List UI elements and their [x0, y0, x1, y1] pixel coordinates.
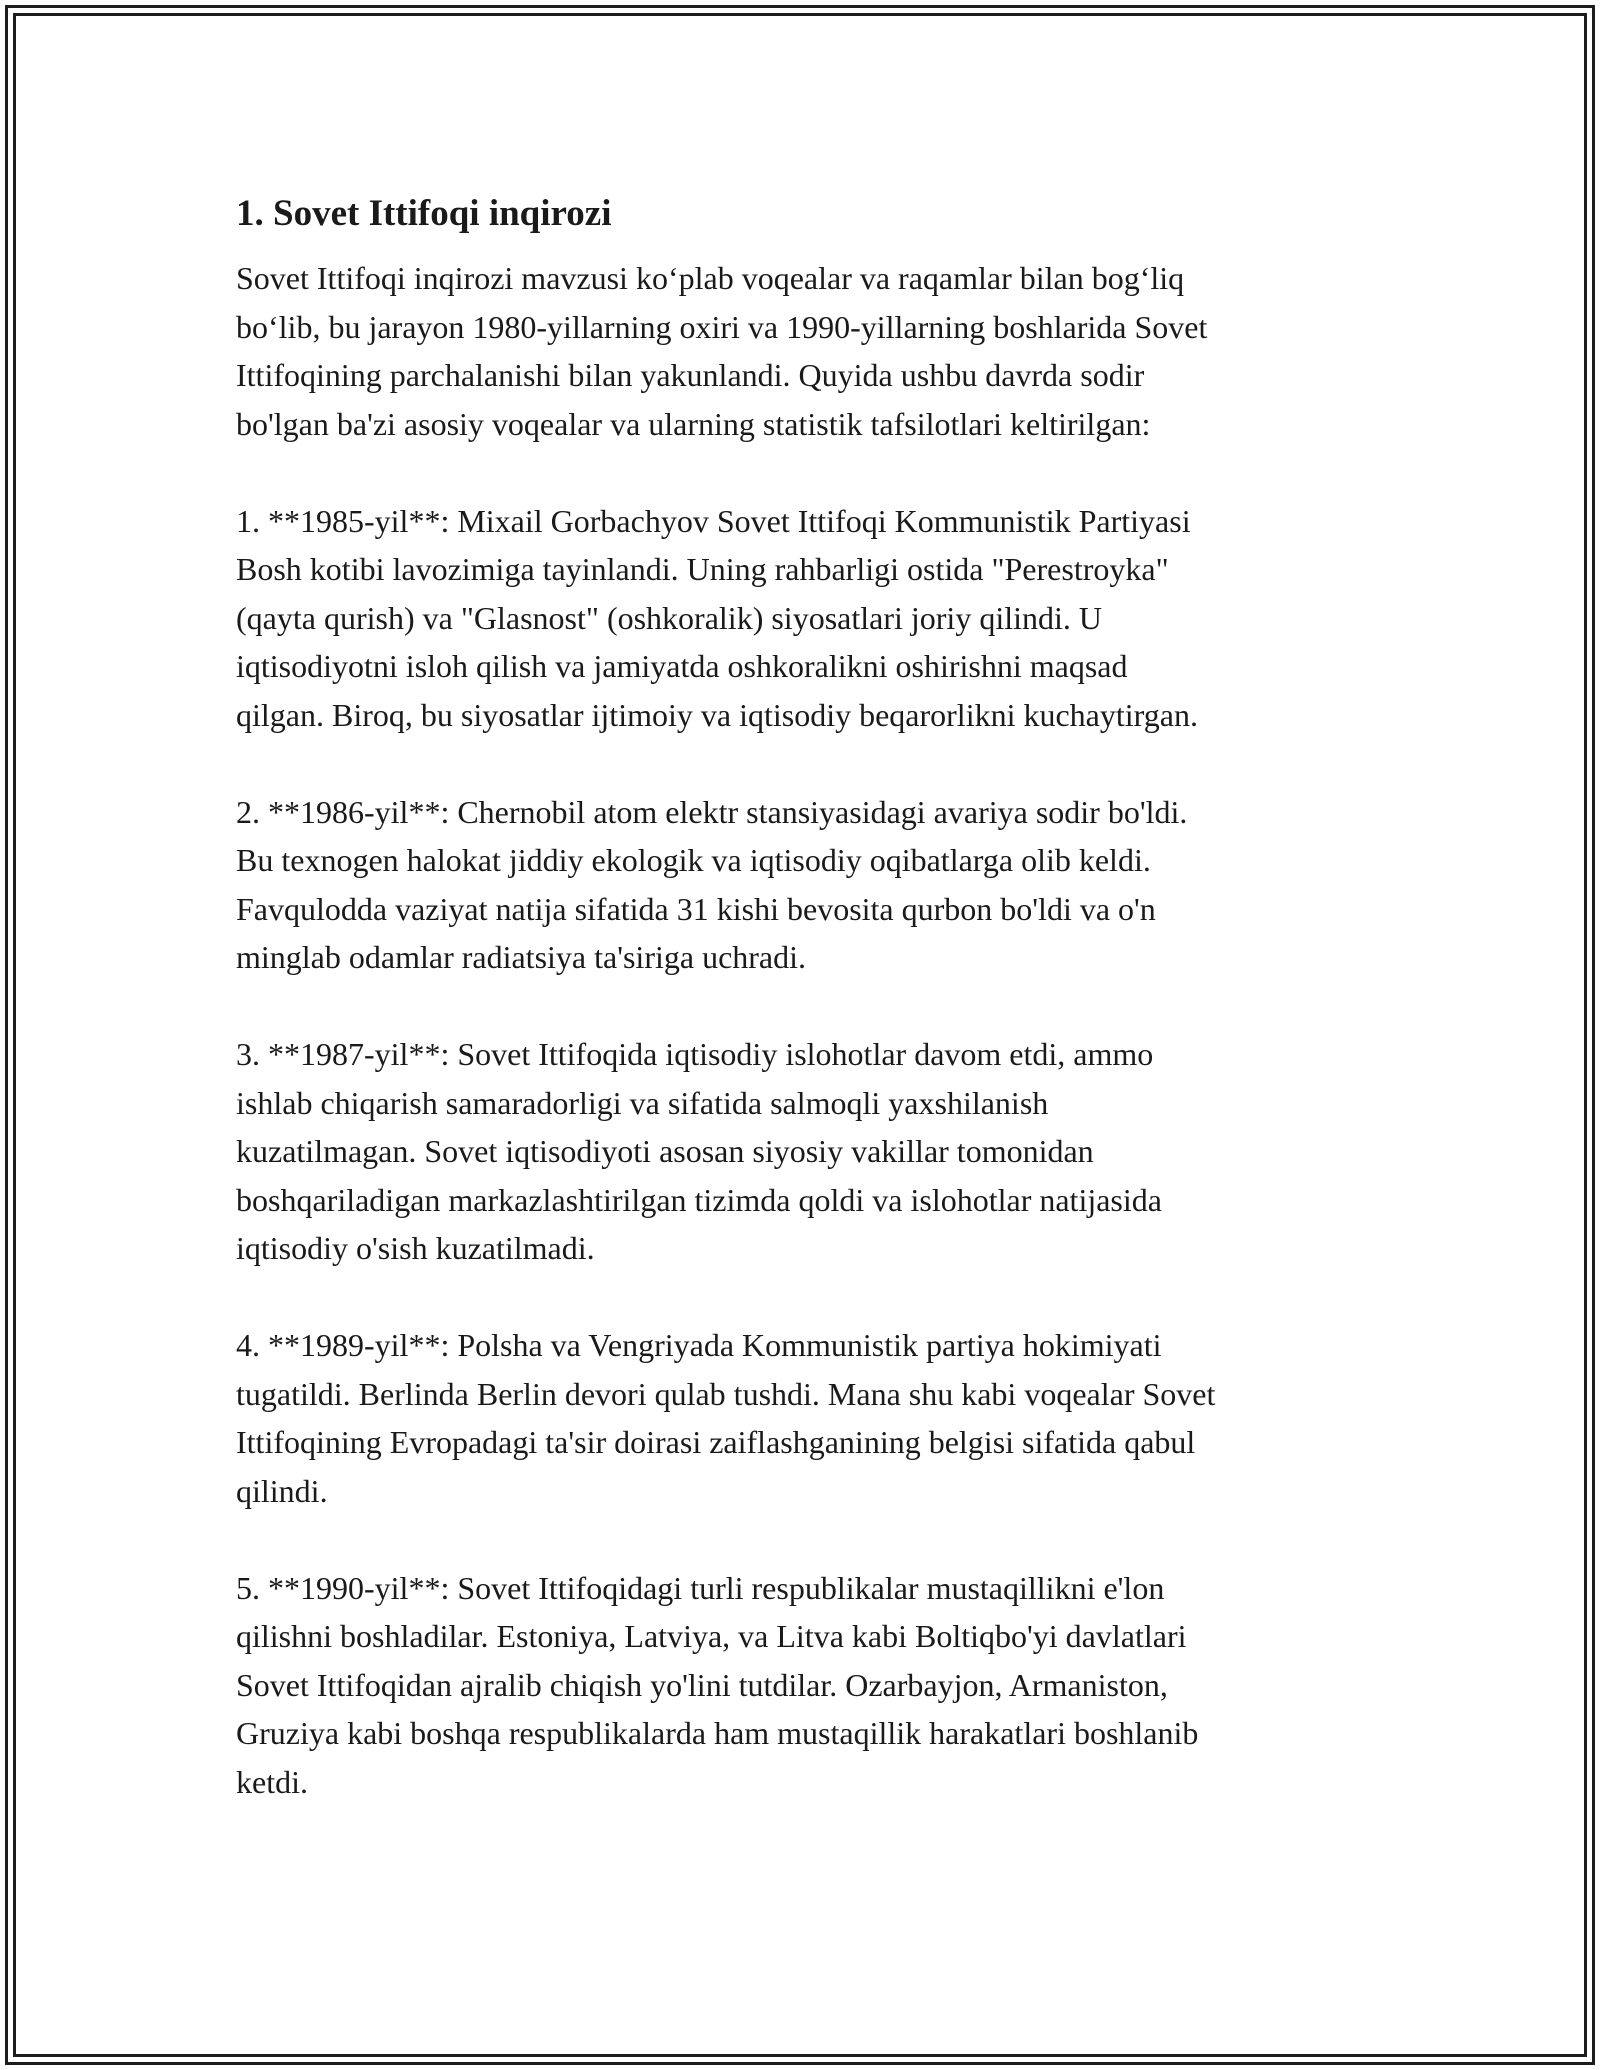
- section-heading: 1. Sovet Ittifoqi inqirozi: [236, 193, 612, 234]
- paragraph-spacer: [236, 739, 1376, 788]
- event-1987-paragraph: 3. **1987-yil**: Sovet Ittifoqida iqtisodiy islohotlar davom etdi, ammo ishlab chiqarish samaradorligi va sifatida salmoqli yaxshilanish kuzatilmagan. Sovet iqtisodiyoti asosan siyosiy vakillar tomonidan boshqariladigan markazlashtirilgan tizimda qoldi va islohotlar natijasida iqtisodiy o'sish kuzatilmadi.: [236, 1036, 1162, 1266]
- event-1989-paragraph: 4. **1989-yil**: Polsha va Vengriyada Kommunistik partiya hokimiyati tugatildi. Berlinda Berlin devori qulab tushdi. Mana shu kabi voqealar Sovet Ittifoqining Evropadagi ta'sir doirasi zaiflashganining belgisi sifatida qabul qilindi.: [236, 1327, 1216, 1509]
- event-1986-paragraph: 2. **1986-yil**: Chernobil atom elektr stansiyasidagi avariya sodir bo'ldi. Bu texnogen halokat jiddiy ekologik va iqtisodiy oqibatlarga olib keldi. Favqulodda vaziyat natija sifatida 31 kishi bevosita qurbon bo'ldi va o'n minglab odamlar radiatsiya ta'siriga uchradi.: [236, 793, 1188, 975]
- paragraph-spacer: [236, 982, 1376, 1031]
- paragraph-spacer: [236, 448, 1376, 497]
- event-1990-paragraph: 5. **1990-yil**: Sovet Ittifoqidagi turli respublikalar mustaqillikni e'lon qilishni boshladilar. Estoniya, Latviya, va Litva kabi Boltiqbo'yi davlatlari Sovet Ittifoqidan ajralib chiqish yo'lini tutdilar. Ozarbayjon, Armaniston, Gruziya kabi boshqa respublikalarda ham mustaqillik harakatlari boshlanib ketdi.: [236, 1569, 1199, 1800]
- event-1985-paragraph: 1. **1985-yil**: Mixail Gorbachyov Sovet Ittifoqi Kommunistik Partiyasi Bosh kotibi lavozimiga tayinlandi. Uning rahbarligi ostida "Perestroyka" (qayta qurish) va "Glasnost" (oshkoralik) siyosatlari joriy qilindi. U iqtisodiyotni isloh qilish va jamiyatda oshkoralikni oshirishni maqsad qilgan. Biroq, bu siyosatlar ijtimoiy va iqtisodiy beqarorlikni kuchaytirgan.: [236, 502, 1198, 733]
- paragraph-spacer: [236, 1515, 1376, 1564]
- intro-paragraph: Sovet Ittifoqi inqirozi mavzusi ko‘plab voqealar va raqamlar bilan bog‘liq bo‘lib, bu jarayon 1980-yillarning oxiri va 1990-yillarning boshlarida Sovet Ittifoqining parchalanishi bilan yakunlandi. Quyida ushbu davrda sodir bo'lgan ba'zi asosiy voqealar va ularning statistik tafsilotlari keltirilgan:: [236, 260, 1208, 442]
- paragraph-spacer: [236, 1273, 1376, 1322]
- document-body: [236, 186, 1376, 1806]
